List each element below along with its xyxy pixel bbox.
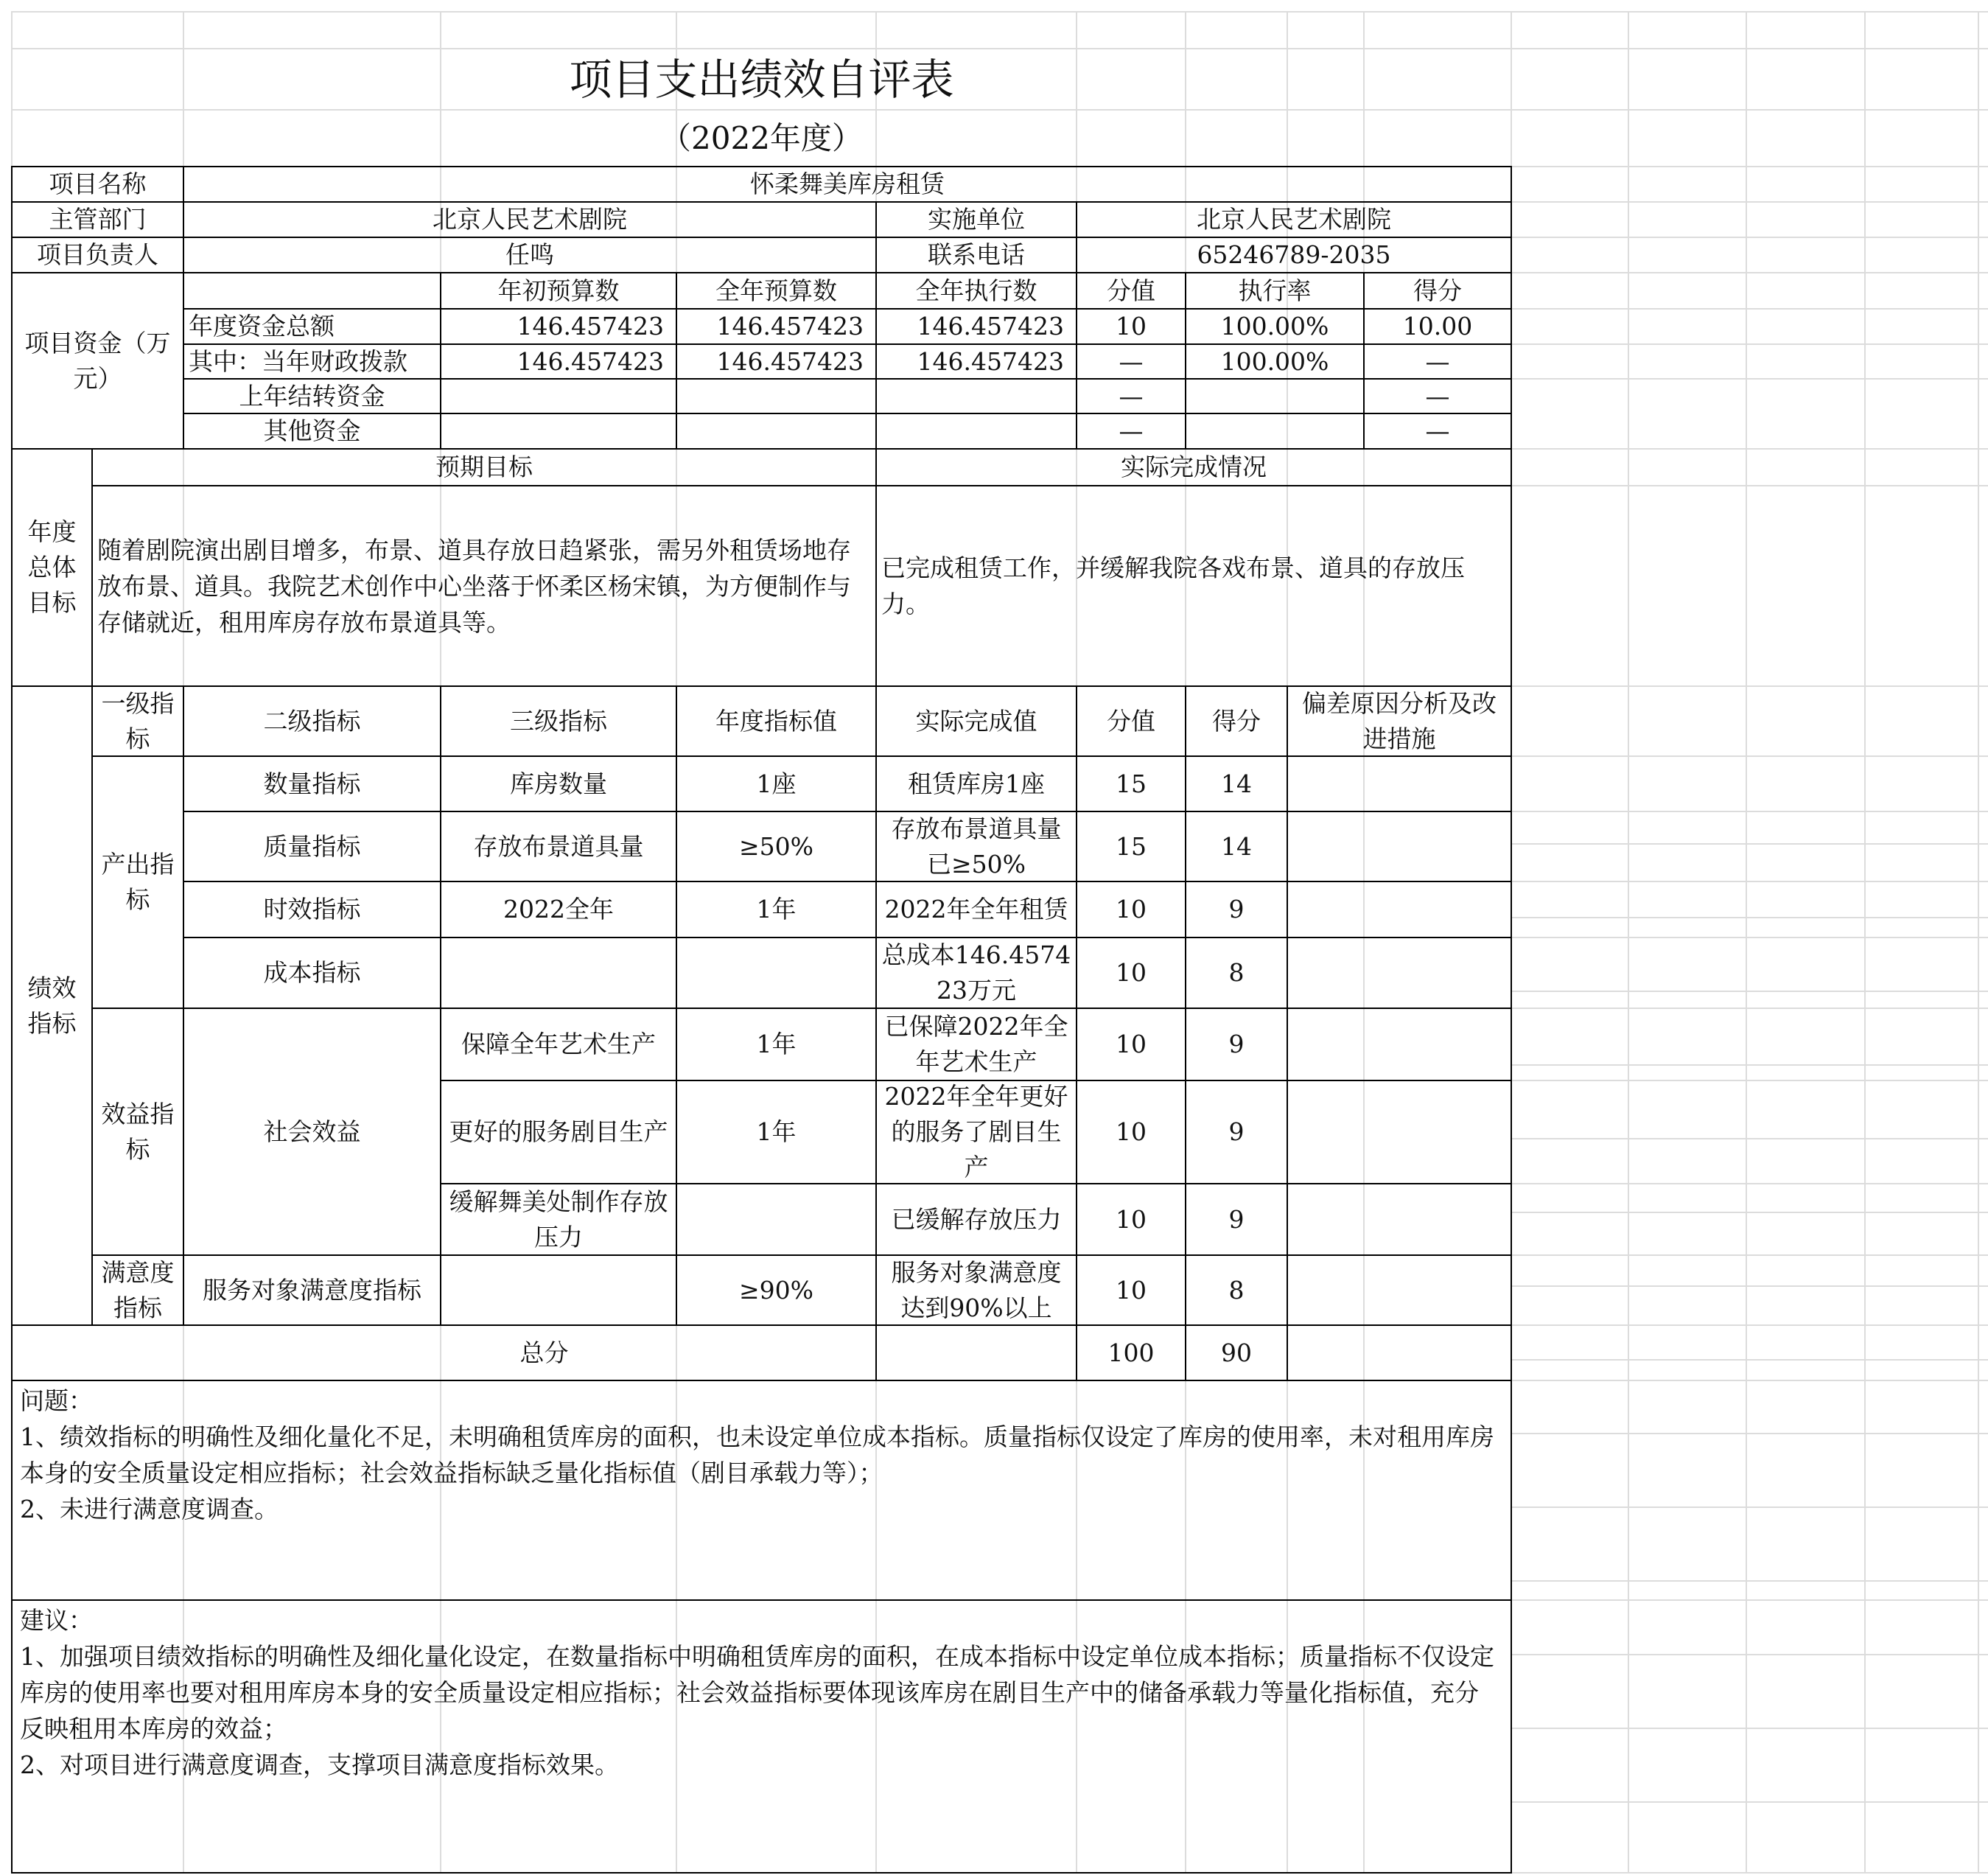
perf-header: 二级指标: [263, 706, 361, 736]
weight-value: 10: [1116, 958, 1147, 987]
funds-header: 执行率: [1238, 276, 1312, 305]
score-value: 9: [1228, 1204, 1245, 1234]
impl-value: 北京人民艺术剧院: [1197, 205, 1391, 234]
sheet-title: 项目支出绩效自评表: [569, 54, 954, 105]
actual-value: 2022年全年租赁: [884, 895, 1068, 923]
project-name-label: 项目名称: [49, 170, 147, 198]
level3-indicator: [441, 1256, 676, 1324]
level3-indicator: 缓解舞美处制作存放压力: [449, 1187, 668, 1251]
deviation-analysis: [1288, 882, 1511, 937]
expected-goal-label: 预期目标: [435, 453, 533, 481]
score-value: 8: [1228, 1275, 1245, 1305]
goals-label: 年度总体目标: [27, 517, 77, 617]
phone-label: 联系电话: [928, 240, 1025, 269]
level3-indicator: 2022全年: [503, 895, 614, 923]
actual-value: 2022年全年更好的服务了剧目生产: [884, 1082, 1068, 1181]
weight-value: 15: [1116, 769, 1147, 798]
problems-section-title: 问题：: [20, 1386, 93, 1415]
perf-label: 绩效指标: [27, 973, 77, 1038]
funds-cell: 146.457423: [716, 346, 864, 376]
funds-cell: [1186, 380, 1363, 413]
weight-value: 10: [1116, 1117, 1147, 1146]
target-value: 1年: [756, 895, 797, 923]
funds-cell: 146.457423: [917, 312, 1064, 341]
deviation-analysis: [1288, 1184, 1511, 1254]
level3-indicator: 更好的服务剧目生产: [449, 1117, 668, 1146]
target-value: ≥90%: [739, 1275, 813, 1305]
funds-cell: [441, 414, 676, 448]
target-value: ≥50%: [739, 831, 813, 861]
funds-cell: [677, 414, 875, 448]
funds-cell: —: [1119, 381, 1144, 411]
funds-cell: 10.00: [1402, 312, 1473, 341]
dept-label: 主管部门: [49, 205, 147, 234]
score-value: 9: [1228, 895, 1245, 923]
sheet-subtitle: （2022年度）: [660, 119, 863, 156]
funds-cell: —: [1425, 381, 1450, 411]
funds-cell: [677, 380, 875, 413]
funds-cell: —: [1425, 346, 1450, 376]
target-value: 1年: [756, 1030, 797, 1058]
weight-value: 10: [1116, 895, 1147, 923]
actual-goal-text: 已完成租赁工作，并缓解我院各戏布景、道具的存放压力。: [881, 554, 1465, 618]
deviation-analysis: [1288, 1256, 1511, 1324]
deviation-analysis: [1288, 812, 1511, 881]
benefit-indicator-label: 效益指标: [101, 1099, 175, 1164]
funds-header: 分值: [1107, 276, 1155, 305]
perf-header: 实际完成值: [915, 706, 1037, 736]
actual-value: 已缓解存放压力: [891, 1204, 1062, 1234]
deviation-analysis: [1288, 938, 1511, 1008]
level2-indicator: 服务对象满意度指标: [203, 1275, 421, 1305]
level2-indicator: 成本指标: [263, 958, 361, 987]
social-benefit-label: 社会效益: [263, 1117, 361, 1146]
score-value: 14: [1221, 769, 1252, 798]
output-indicator-label: 产出指标: [101, 850, 175, 914]
weight-value: 10: [1116, 1030, 1147, 1058]
funds-row-label: 上年结转资金: [239, 381, 385, 411]
perf-header: 偏差原因分析及改进措施: [1302, 688, 1497, 753]
level3-indicator: [441, 938, 676, 1008]
funds-cell: 10: [1116, 312, 1147, 341]
funds-cell: [877, 380, 1076, 413]
perf-header: 年度指标值: [715, 706, 837, 736]
funds-cell: 146.457423: [716, 312, 864, 341]
funds-header: 得分: [1413, 276, 1462, 305]
funds-row-label: 其中：当年财政拨款: [189, 346, 407, 376]
level3-indicator: 存放布景道具量: [473, 831, 644, 861]
actual-value: 已保障2022年全年艺术生产: [884, 1012, 1068, 1076]
actual-value: 租赁库房1座: [908, 769, 1045, 798]
funds-header: 全年预算数: [715, 276, 837, 305]
deviation-analysis: [1288, 757, 1511, 811]
funds-cell: 100.00%: [1220, 346, 1329, 376]
leader-value: 任鸣: [505, 240, 554, 269]
impl-label: 实施单位: [928, 205, 1025, 234]
weight-value: 10: [1116, 1275, 1147, 1305]
project-name: 怀柔舞美库房租赁: [750, 170, 945, 198]
weight-value: 10: [1116, 1204, 1147, 1234]
funds-cell: —: [1119, 346, 1144, 376]
funds-cell: —: [1119, 416, 1144, 445]
funds-cell: 146.457423: [517, 312, 664, 341]
level3-indicator: 库房数量: [510, 769, 607, 798]
total-weight: 100: [1107, 1338, 1155, 1367]
target-value: [677, 1184, 875, 1254]
level2-indicator: 数量指标: [263, 769, 361, 798]
score-value: 14: [1221, 831, 1252, 861]
total-score: 90: [1221, 1338, 1252, 1367]
actual-value: 存放布景道具量已≥50%: [891, 814, 1062, 879]
total-label: 总分: [519, 1338, 569, 1367]
funds-cell: [441, 380, 676, 413]
perf-header: 一级指标: [101, 688, 175, 753]
actual-value: 服务对象满意度达到90%以上: [891, 1257, 1062, 1322]
funds-header: 年初预算数: [497, 276, 620, 305]
leader-label: 项目负责人: [37, 240, 158, 269]
phone-value: 65246789-2035: [1197, 240, 1391, 269]
problems-section-item: 2、未进行满意度调查。: [20, 1495, 279, 1523]
target-value: [677, 938, 875, 1008]
score-value: 9: [1228, 1030, 1245, 1058]
actual-value: 总成本146.457423万元: [881, 940, 1071, 1005]
funds-row-label: 年度资金总额: [189, 312, 335, 341]
satisfaction-indicator-label: 满意度指标: [101, 1257, 175, 1322]
funds-cell: 146.457423: [517, 346, 664, 376]
level2-indicator: 时效指标: [263, 895, 361, 923]
suggestions-section-title: 建议：: [20, 1606, 93, 1635]
funds-row-label: 其他资金: [263, 416, 361, 445]
actual-goal-label: 实际完成情况: [1121, 453, 1267, 481]
level2-indicator: 质量指标: [263, 831, 361, 861]
funds-cell: —: [1425, 416, 1450, 445]
score-value: 8: [1228, 958, 1245, 987]
target-value: 1座: [756, 769, 797, 798]
problems-section: [13, 1383, 1505, 1598]
weight-value: 15: [1116, 831, 1147, 861]
dept-value: 北京人民艺术剧院: [433, 205, 627, 234]
score-value: 9: [1228, 1117, 1245, 1146]
perf-header: 三级指标: [510, 706, 607, 736]
target-value: 1年: [756, 1117, 797, 1146]
expected-goal-text: 随着剧院演出剧目增多，布景、道具存放日趋紧张，需另外租赁场地存放布景、道具。我院艺术创作中心坐落于怀柔区杨宋镇，为方便制作与存储就近，租用库房存放布景道具等。: [97, 535, 851, 637]
funds-cell: 100.00%: [1220, 312, 1329, 341]
funds-cell: [1186, 414, 1363, 448]
problems-section-item: 1、绩效指标的明确性及细化量化不足，未明确租赁库房的面积，也未设定单位成本指标。质量指标仅设定了库房的使用率，未对租用库房本身的安全质量设定相应指标；社会效益指标缺乏量化指标值（剧目承载力等）；: [20, 1422, 1494, 1487]
suggestions-section-item: 2、对项目进行满意度调查，支撑项目满意度指标效果。: [20, 1750, 619, 1779]
deviation-analysis: [1288, 1009, 1511, 1080]
level3-indicator: 保障全年艺术生产: [461, 1030, 656, 1058]
perf-header: 分值: [1107, 706, 1155, 736]
funds-cell: [877, 414, 1076, 448]
funds-header: 全年执行数: [915, 276, 1037, 305]
suggestions-section-item: 1、加强项目绩效指标的明确性及细化量化设定，在数量指标中明确租赁库房的面积，在成本指标中设定单位成本指标；质量指标不仅设定库房的使用率也要对租用库房本身的安全质量设定相应指标；社会效益指标要体现该库房在剧目生产中的储备承载力等量化指标值，充分反映租用本库房的效益；: [20, 1642, 1494, 1743]
deviation-analysis: [1288, 1081, 1511, 1183]
funds-cell: 146.457423: [917, 346, 1064, 376]
funds-label: 项目资金（万元）: [24, 328, 171, 393]
suggestions-section: [13, 1602, 1505, 1871]
perf-header: 得分: [1212, 706, 1261, 736]
